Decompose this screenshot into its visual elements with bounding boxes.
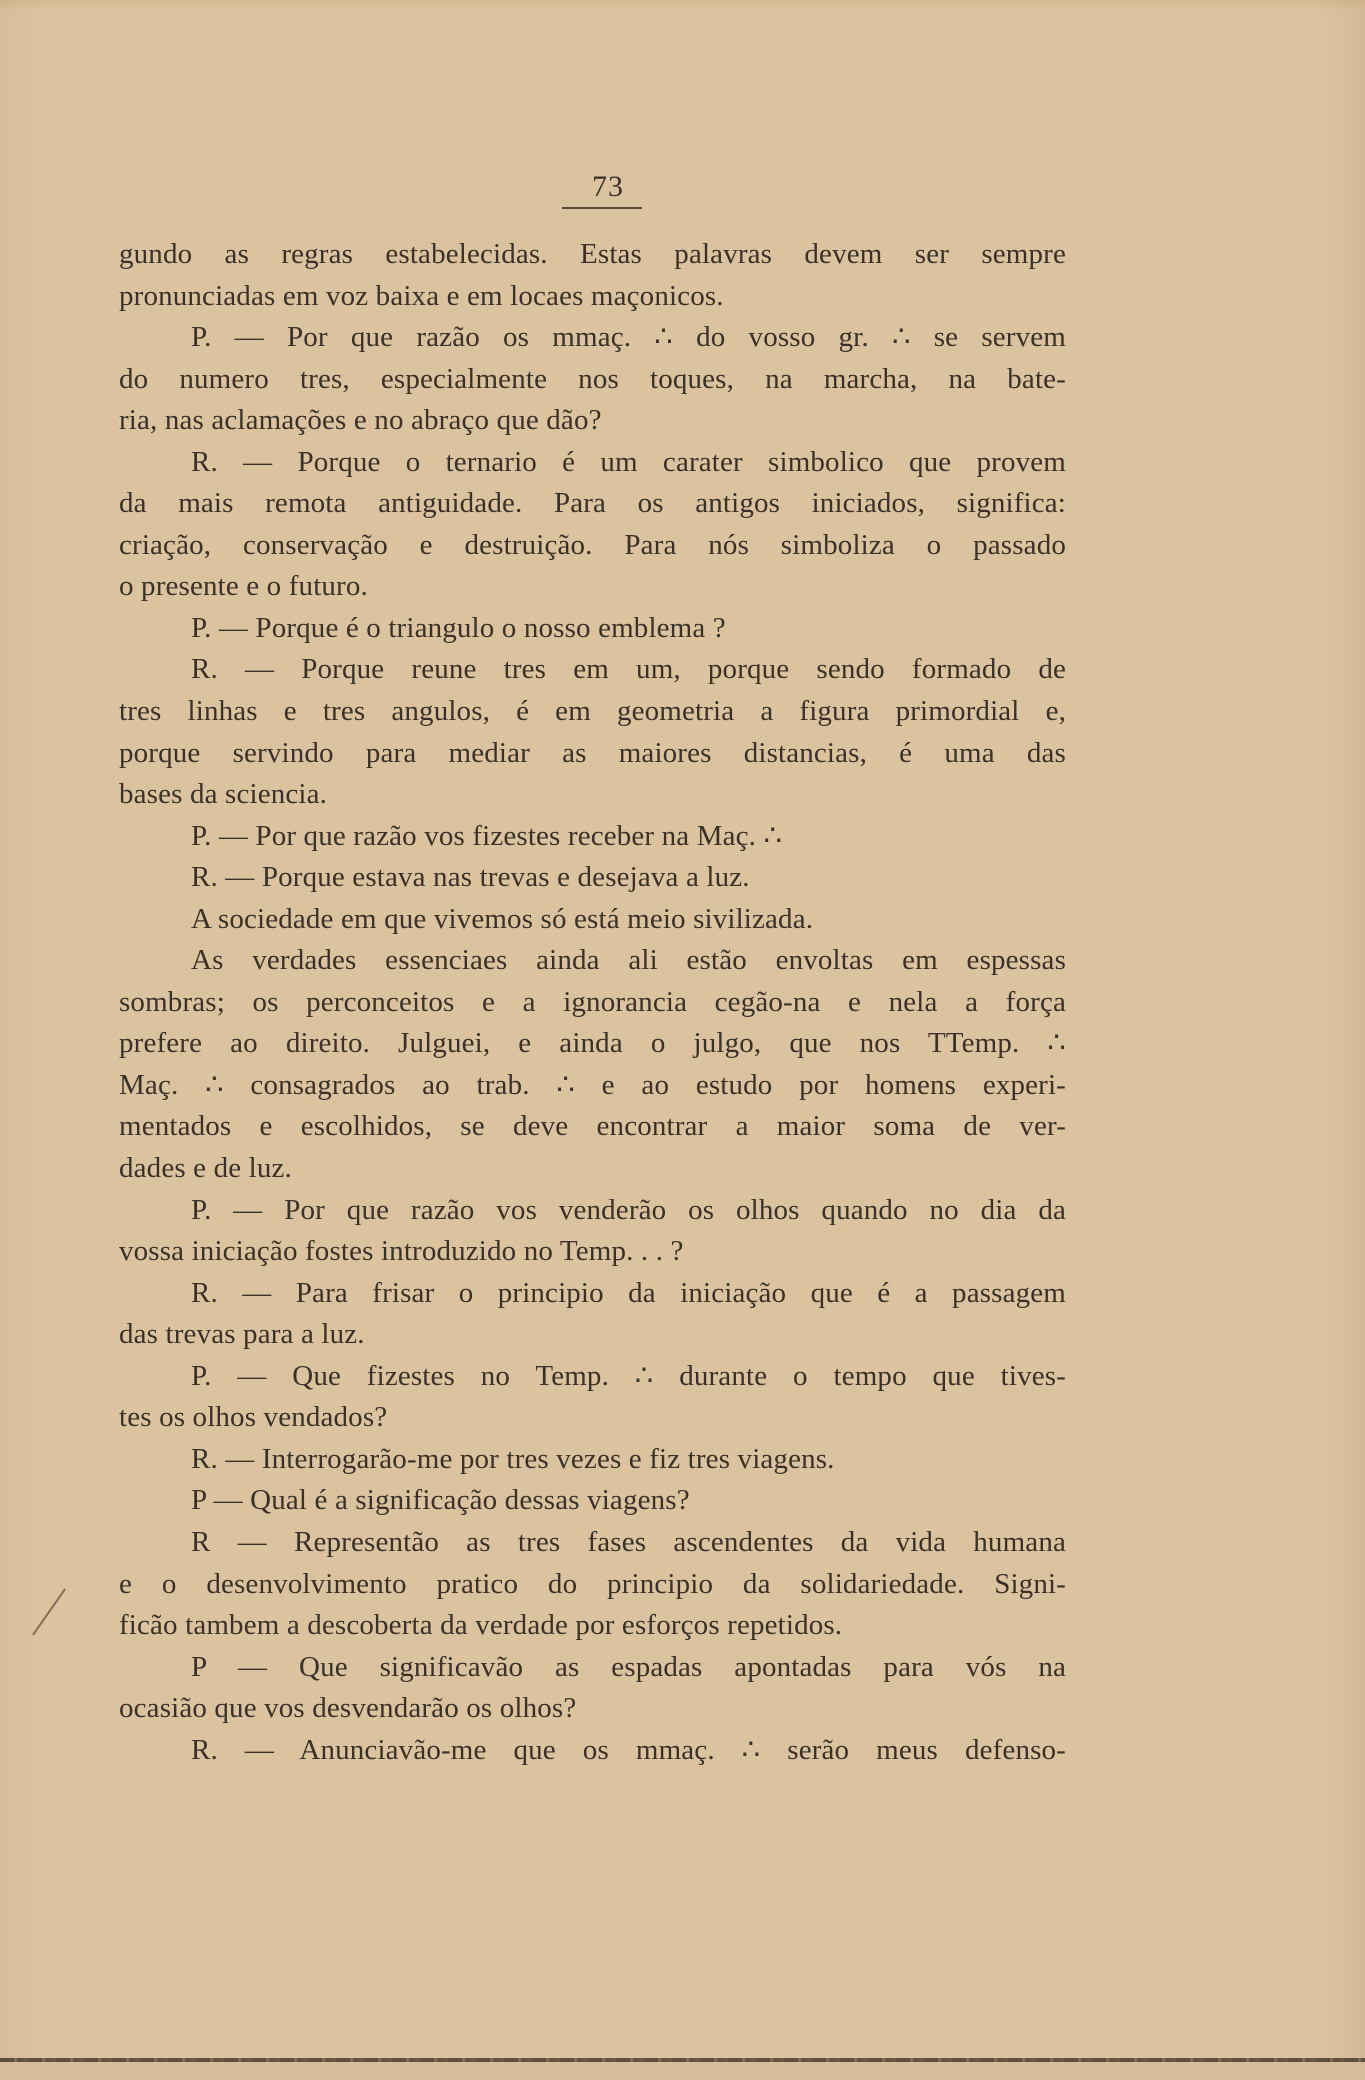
text-line: R — Representão as tres fases ascendentes da vida humana: [191, 1525, 1066, 1558]
text-line: P — Que significavão as espadas apontadas para vós na: [191, 1650, 1066, 1683]
text-line: da mais remota antiguidade. Para os antigos iniciados, significa:: [119, 487, 1066, 520]
body-text: [119, 234, 1066, 1771]
text-line: P. — Por que razão vos venderão os olhos quando no dia da: [191, 1193, 1066, 1226]
page-number-underline: [562, 207, 642, 209]
text-line: criação, conservação e destruição. Para nós simboliza o passado: [119, 528, 1066, 561]
text-line: P. — Que fizestes no Temp. ∴ durante o tempo que tives-: [191, 1359, 1066, 1392]
page-underlay: [0, 2062, 1365, 2080]
text-line: ria, nas aclamações e no abraço que dão?: [119, 404, 602, 437]
text-line: R. — Interrogarão-me por tres vezes e fiz tres viagens.: [191, 1442, 835, 1475]
text-line: Maç. ∴ consagrados ao trab. ∴ e ao estudo por homens experi-: [119, 1068, 1066, 1101]
page-number: 73: [592, 170, 624, 203]
text-line: A sociedade em que vivemos só está meio sivilizada.: [191, 902, 814, 935]
text-line: R. — Para frisar o principio da iniciação que é a passagem: [191, 1276, 1066, 1309]
text-line: P. — Por que razão os mmaç. ∴ do vosso gr. ∴ se servem: [191, 321, 1066, 354]
text-line: P — Qual é a significação dessas viagens?: [191, 1484, 690, 1517]
text-line: P. — Por que razão vos fizestes receber na Maç. ∴: [191, 819, 783, 852]
text-line: R. — Porque estava nas trevas e desejava a luz.: [191, 861, 750, 894]
text-line: ficão tambem a descoberta da verdade por esforços repetidos.: [119, 1609, 843, 1642]
text-line: do numero tres, especialmente nos toques, na marcha, na bate-: [119, 362, 1066, 395]
text-line: sombras; os perconceitos e a ignorancia cegão-na e nela a força: [119, 985, 1066, 1018]
text-line: As verdades essenciaes ainda ali estão envoltas em espessas: [191, 944, 1066, 977]
text-line: tes os olhos vendados?: [119, 1401, 388, 1434]
text-line: ocasião que vos desvendarão os olhos?: [119, 1692, 577, 1725]
text-line: R. — Porque o ternario é um carater simbolico que provem: [191, 445, 1066, 478]
margin-pencil-mark: [32, 1588, 66, 1635]
text-line: vossa iniciação fostes introduzido no Temp. . . ?: [119, 1235, 684, 1268]
text-line: das trevas para a luz.: [119, 1318, 365, 1351]
text-line: dades e de luz.: [119, 1152, 292, 1185]
text-line: prefere ao direito. Julguei, e ainda o julgo, que nos TTemp. ∴: [119, 1027, 1066, 1060]
text-line: porque servindo para mediar as maiores distancias, é uma das: [119, 736, 1066, 769]
text-line: tres linhas e tres angulos, é em geometria a figura primordial e,: [119, 695, 1066, 728]
text-line: pronunciadas em voz baixa e em locaes maçonicos.: [119, 279, 724, 312]
text-line: e o desenvolvimento pratico do principio da solidariedade. Signi-: [119, 1567, 1066, 1600]
text-line: R. — Anunciavão-me que os mmaç. ∴ serão meus defenso-: [191, 1733, 1066, 1766]
text-line: o presente e o futuro.: [119, 570, 368, 603]
text-line: gundo as regras estabelecidas. Estas palavras devem ser sempre: [119, 238, 1066, 270]
text-line: bases da sciencia.: [119, 778, 328, 811]
text-line: mentados e escolhidos, se deve encontrar a maior soma de ver-: [119, 1110, 1066, 1143]
text-line: R. — Porque reune tres em um, porque sendo formado de: [191, 653, 1066, 686]
text-line: P. — Porque é o triangulo o nosso emblema ?: [191, 611, 726, 644]
